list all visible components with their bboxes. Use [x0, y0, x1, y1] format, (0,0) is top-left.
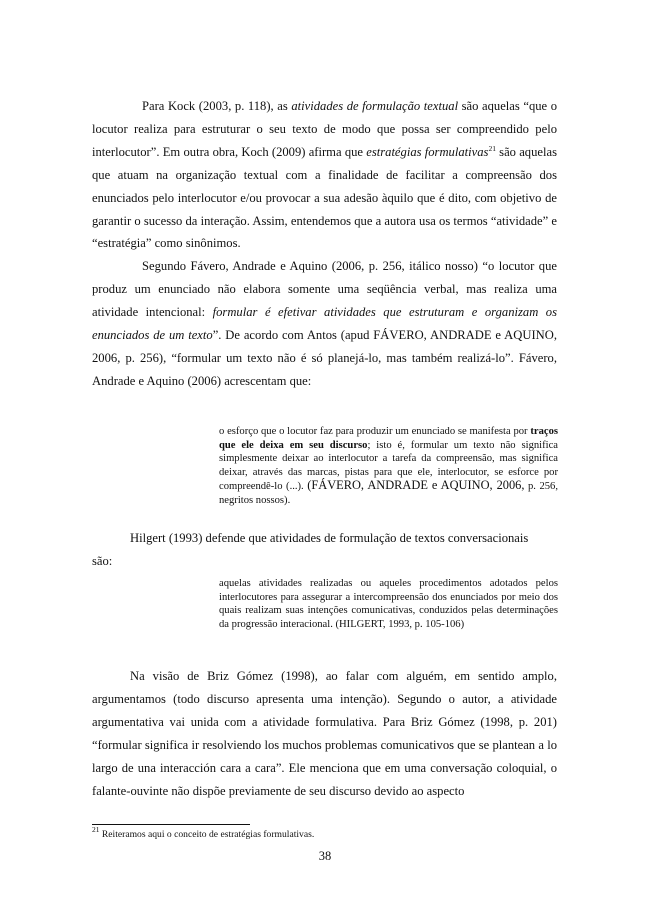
paragraph-3-line-1: Hilgert (1993) defende que atividades de formulação de textos conversacionais — [130, 531, 529, 545]
quote-1-citation-end: p. 256, negritos nossos). — [219, 481, 558, 506]
quote-1-citation: (FÁVERO, ANDRADE e AQUINO, 2006, — [307, 478, 525, 493]
quote-1-tail: ; isto é, formular um texto não significa simplesmente deixar ao interlocutor a tarefa da compreensão, mas significa deixar, através das marcas, pistas para que ele, interlocutor, se esforce por compreendê-lo (...). — [219, 439, 558, 493]
footnote-21 — [92, 825, 315, 841]
paragraph-4-text: Na visão de Briz Gómez (1998), ao falar com alguém, em sentido amplo, argumentamos (todo discurso apresenta uma intenção). Segundo o autor, a atividade argumentativa vai unida com a atividade formulativa. Para Briz Gómez (1998, p. 201) “formular significa ir resolviendo los muchos problemas comunicativos que se plantean a lo largo de una interacción cara a cara”. Ele menciona que em uma conversação coloquial, o falante-ouvinte não dispõe previamente de seu discurso devido ao aspecto — [92, 669, 557, 798]
quote-1-bold: traços que ele deixa em seu discurso — [219, 426, 558, 451]
footnote-divider — [92, 824, 250, 825]
paragraph-2-italic: formular é efetivar atividades que estruturam e organizam os enunciados de um texto — [92, 305, 558, 343]
paragraph-2-tail: ”. De acordo com Antos (apud FÁVERO, ANDRADE e AQUINO, 2006, p. 256), “formular um texto não é só planejá-lo, mas também realizá-lo”. Fávero, Andrade e Aquino (2006) acrescentam que: — [92, 328, 557, 388]
paragraph-briz-gomez — [92, 665, 557, 802]
footnote-text: Reiteramos aqui o conceito de estratégias formulativas. — [99, 829, 315, 840]
block-quote-hilgert — [219, 577, 558, 631]
paragraph-1-tail: são aquelas que atuam na organização textual com a finalidade de facilitar a compreensão dos enunciados pelo interlocutor e/ou provocar a sua adesão àquilo que é dito, com objetivo de garantir o sucesso da interação. Assim, entendemos que a autora usa os termos “atividade” e “estratégia” como sinônimos. — [92, 144, 557, 251]
paragraph-3-line-2: são: — [92, 553, 113, 568]
paragraph-hilgert — [92, 527, 557, 573]
quote-2-text: aquelas atividades realizadas ou aqueles procedimentos adotados pelos interlocutores para assegurar a intercompreensão dos enunciados por meio dos quais realizam suas intenções comunicativas, conduzidos pelas determinações da progressão interacional. (HILGERT, 1993, p. 105-106) — [219, 578, 558, 630]
page-number: 38 — [318, 849, 332, 863]
term-atividades-formulacao: atividades de formulação textual — [291, 99, 459, 113]
quote-1-lead: o esforço que o locutor faz para produzir um enunciado se manifesta por — [219, 426, 531, 437]
footnote-reference[interactable]: 21 — [488, 143, 496, 153]
term-estrategias-formulativas: estratégias formulativas — [366, 144, 489, 159]
paragraph-kock — [92, 95, 557, 393]
footnote-number: 21 — [92, 825, 100, 834]
paragraph-1-middle: são aquelas “que o locutor realiza para estruturar o seu texto de modo que possa ser compreendido pelo interlocutor”. Em outra obra, Koch (2009) afirma que — [92, 99, 558, 159]
paragraph-1-lead: Para Kock (2003, p. 118), as — [142, 99, 292, 113]
paragraph-2-lead: Segundo Fávero, Andrade e Aquino (2006, p. 256, itálico nosso) “o locutor que produz um enunciado não elabora somente uma seqüência verbal, mas realiza uma atividade intencional: — [92, 259, 557, 320]
block-quote-favero — [219, 425, 558, 508]
